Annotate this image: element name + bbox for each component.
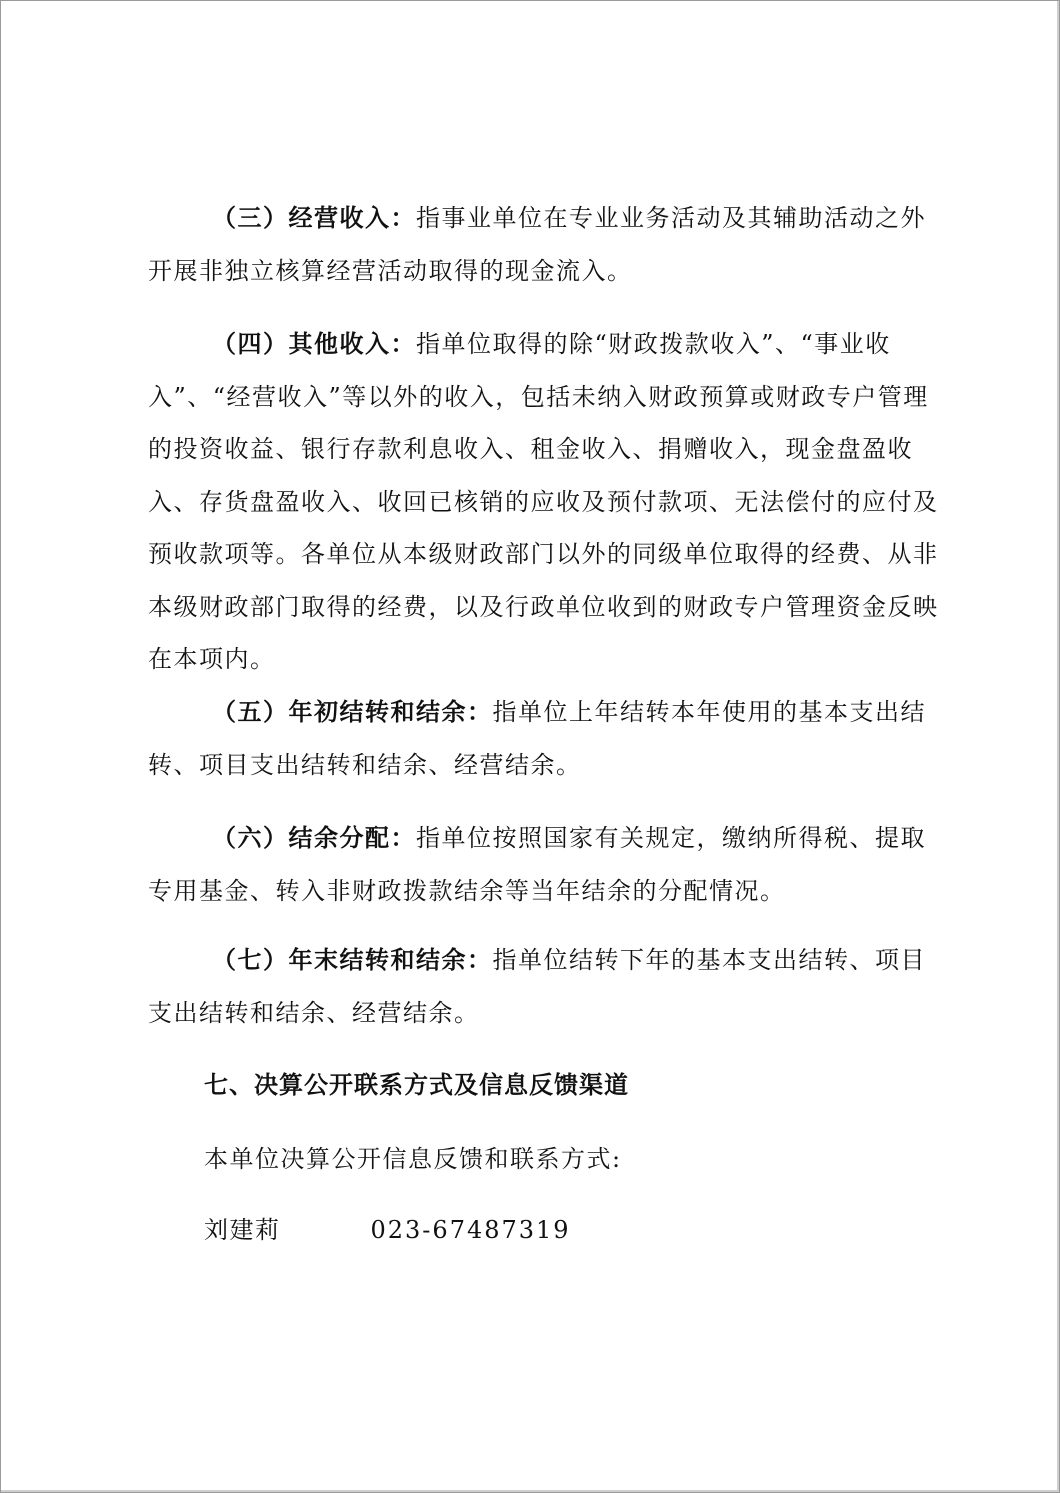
section-label: （三）经营收入： xyxy=(212,204,416,232)
section-operating-income xyxy=(148,192,948,297)
section-other-income xyxy=(148,318,948,686)
section-text: 指单位按照国家有关规定，缴纳所得税、提取专用基金、转入非财政拨款结余等当年结余的分配情况。 xyxy=(148,824,926,905)
contact-intro: 本单位决算公开信息反馈和联系方式: xyxy=(204,1145,622,1173)
section-surplus-distribution xyxy=(148,812,948,917)
section-opening-balance xyxy=(148,686,948,791)
contact-heading: 七、决算公开联系方式及信息反馈渠道 xyxy=(204,1071,629,1099)
section-text: 指单位上年结转本年使用的基本支出结转、项目支出结转和结余、经营结余。 xyxy=(148,698,926,779)
section-text: 指事业单位在专业业务活动及其辅助活动之外开展非独立核算经营活动取得的现金流入。 xyxy=(148,204,926,285)
section-text: 指单位结转下年的基本支出结转、项目支出结转和结余、经营结余。 xyxy=(148,946,926,1027)
section-text: 指单位取得的除“财政拨款收入”、“事业收入”、“经营收入”等以外的收入，包括未纳入财政预算或财政专户管理的投资收益、银行存款利息收入、租金收入、捐赠收入，现金盘盈收入、存货盘盈收入、收回已核销的应收及预付款项、无法偿付的应付及预收款项等。各单位从本级财政部门以外的同级单位取得的经费、从非本级财政部门取得的经费，以及行政单位收到的财政专户管理资金反映在本项内。 xyxy=(148,330,939,673)
section-label: （六）结余分配： xyxy=(212,824,416,852)
section-label: （五）年初结转和结余： xyxy=(212,698,493,726)
section-label: （七）年末结转和结余： xyxy=(212,946,493,974)
section-label: （四）其他收入： xyxy=(212,330,416,358)
contact-phone: 023-67487319 xyxy=(370,1216,571,1244)
contact-name: 刘建莉 xyxy=(204,1216,281,1244)
section-closing-balance xyxy=(148,934,948,1039)
contact-line xyxy=(204,1206,571,1254)
